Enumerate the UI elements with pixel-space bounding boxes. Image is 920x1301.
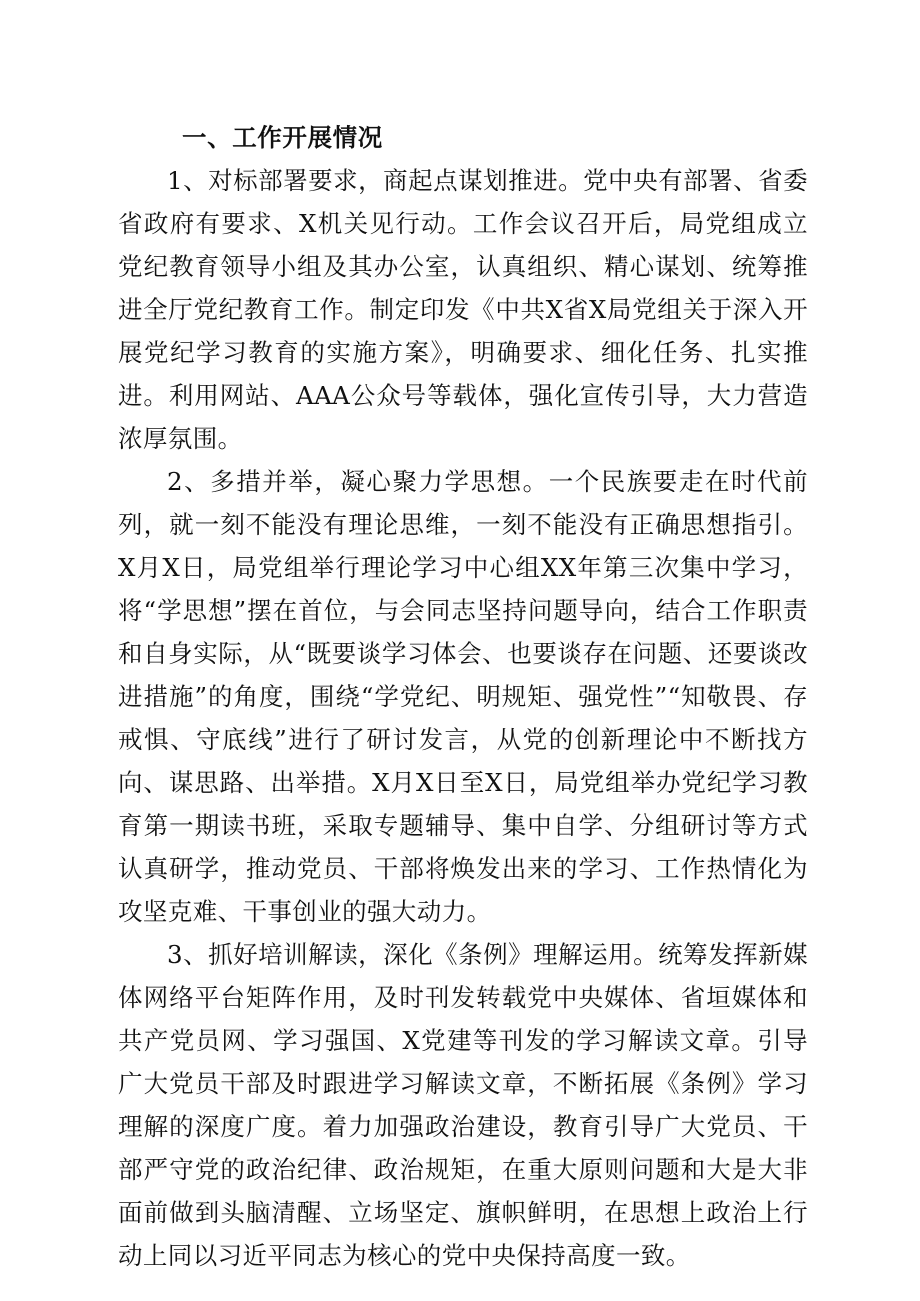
- paragraph-3: 3、抓好培训解读，深化《条例》理解运用。统筹发挥新媒体网络平台矩阵作用，及时刊发转载党中央媒体、省垣媒体和共产党员网、学习强国、X党建等刊发的学习解读文章。引导广大党员干部及时跟进学习解读文章，不断拓展《条例》学习理解的深度广度。着力加强政治建设，教育引导广大党员、干部严守党的政治纪律、政治规矩，在重大原则问题和大是大非面前做到头脑清醒、立场坚定、旗帜鲜明，在思想上政治上行动上同以习近平同志为核心的党中央保持高度一致。: [118, 940, 808, 1270]
- paragraph-1: 1、对标部署要求，商起点谋划推进。党中央有部署、省委省政府有要求、X机关见行动。工作会议召开后，局党组成立党纪教育领导小组及其办公室，认真组织、精心谋划、统筹推进全厅党纪教育工作。制定印发《中共X省X局党组关于深入开展党纪学习教育的实施方案》，明确要求、细化任务、扎实推进。利用网站、AAA公众号等载体，强化宣传引导，大力营造浓厚氛围。: [118, 166, 808, 453]
- document-body: [118, 116, 808, 1277]
- paragraph-2: 2、多措并举，凝心聚力学思想。一个民族要走在时代前列，就一刻不能没有理论思维，一刻不能没有正确思想指引。X月X日，局党组举行理论学习中心组XX年第三次集中学习，将“学思想”摆在首位，与会同志坚持问题导向，结合工作职责和自身实际，从“既要谈学习体会、也要谈存在问题、还要谈改进措施”的角度，围绕“学党纪、明规矩、强党性”“知敬畏、存戒惧、守底线”进行了研讨发言，从党的创新理论中不断找方向、谋思路、出举措。X月X日至X日，局党组举办党纪学习教育第一期读书班，采取专题辅导、集中自学、分组研讨等方式认真研学，推动党员、干部将焕发出来的学习、工作热情化为攻坚克难、干事创业的强大动力。: [118, 467, 808, 926]
- section-heading: 一、工作开展情况: [182, 123, 383, 152]
